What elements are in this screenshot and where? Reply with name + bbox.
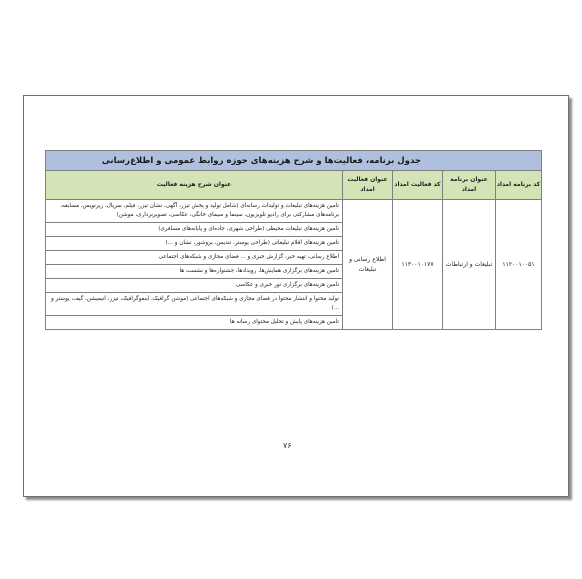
header-activity-code: کد فعالیت امداد xyxy=(393,171,443,200)
header-activity-title: عنوان فعالیت امداد xyxy=(343,171,393,200)
expense-table-container xyxy=(45,150,542,330)
activity-code-cell: ۱۱۳۰۰۱۰۱۷۷ xyxy=(393,200,443,330)
table-title: جدول برنامه، فعالیت‌ها و شرح هزینه‌های حوزه روابط عمومی و اطلاع‌رسانی xyxy=(46,151,542,171)
expense-row-3: تامین هزینه‌های اقلام تبلیغاتی (طراحی پوستر، تندیس، بروشور، نشان و ...) xyxy=(46,237,343,251)
expense-row-5: تامین هزینه‌های برگزاری همایش‌ها، رویدادها، جشنواره‌ها و نشست ها xyxy=(46,265,343,279)
program-title-cell: تبلیغات و ارتباطات xyxy=(443,200,496,330)
expense-row-2: تامین هزینه‌های تبلیغات محیطی (طراحی شهری، جاده‌ای و پایانه‌های مسافری) xyxy=(46,223,343,237)
header-expense-title: عنوان شرح هزینه فعالیت xyxy=(46,171,343,200)
expense-row-7: تولید محتوا و انتشار محتوا در فضای مجازی و شبکه‌های اجتماعی (موشن گرافیک، اینفوگرافیک، تیزر، انیمیشن، گیف، پوستر و ...) xyxy=(46,293,343,316)
header-program-code: کد برنامه امداد xyxy=(496,171,542,200)
expense-row-1: تامین هزینه‌های تبلیغات و تولیدات رسانه‌ای (شامل تولید و پخش تیزر، آگهی، نشان تیزر، فیلم، سریال، زیرنویس، مسابقه، برنامه‌های مشارکتی برای رادیو تلویزیون، سینما و سیمای خانگی، عکاسی، تصویربرداری، موشن) xyxy=(46,200,343,223)
expense-row-4: اطلاع رسانی، تهیه خبر، گزارش خبری و ... فضای مجازی و شبکه‌های اجتماعی xyxy=(46,251,343,265)
page-number: ۷۶ xyxy=(283,441,292,450)
expense-row-8: تامین هزینه‌های پایش و تحلیل محتوای رسانه ها xyxy=(46,316,343,330)
expense-table xyxy=(45,150,542,330)
program-code-cell: ۱۱۲۰۰۱۰۰۵۱ xyxy=(496,200,542,330)
expense-row-6: تامین هزینه‌های برگزاری تور خبری و عکاسی xyxy=(46,279,343,293)
activity-title-cell: اطلاع رسانی و تبلیغات xyxy=(343,200,393,330)
table-row xyxy=(46,200,542,223)
header-program-title: عنوان برنامه امداد xyxy=(443,171,496,200)
